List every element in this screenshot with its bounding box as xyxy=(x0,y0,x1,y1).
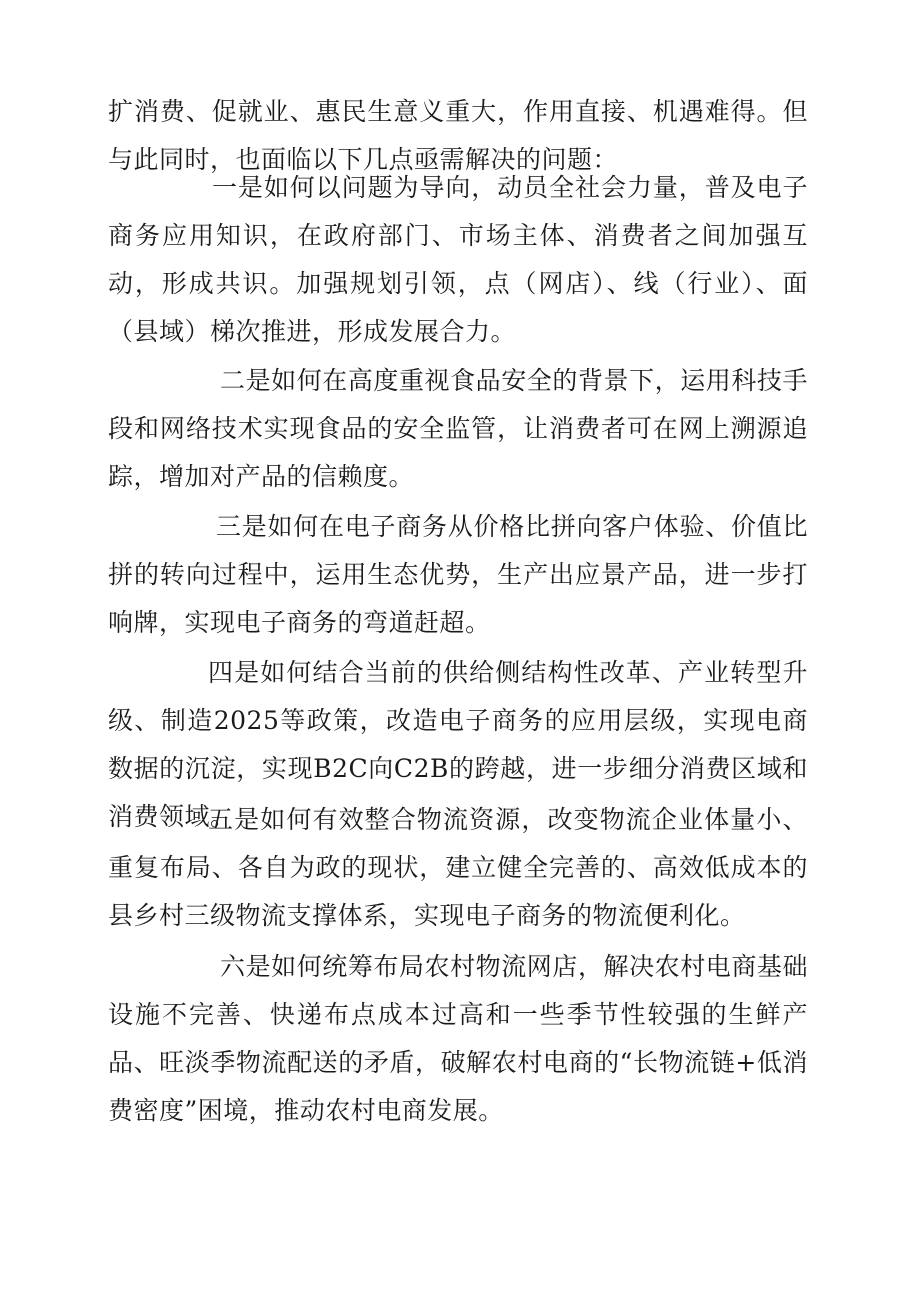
paragraph-intro: 扩消费、促就业、惠民生意义重大，作用直接、机遇难得。但与此同时，也面临以下几点亟需解决的问题： xyxy=(108,97,808,174)
paragraph-issue-1: 一是如何以问题为导向，动员全社会力量，普及电子商务应用知识，在政府部门、市场主体、消费者之间加强互动，形成共识。加强规划引领，点（网店）、线（行业）、面（县域）梯次推进，形成发展合力。 xyxy=(108,173,808,346)
paragraph-issue-4: 四是如何结合当前的供给侧结构性改革、产业转型升级、制造2025等政策，改造电子商务的应用层级，实现电商数据的沉淀，实现B2C向C2B的跨越，进一步细分消费区域和消费领域。 xyxy=(108,658,808,831)
paragraph-issue-3: 三是如何在电子商务从价格比拼向客户体验、价值比拼的转向过程中，运用生态优势，生产出应景产品，进一步打响牌，实现电子商务的弯道赶超。 xyxy=(108,512,808,637)
paragraph-issue-5: 五是如何有效整合物流资源，改变物流企业体量小、重复布局、各自为政的现状，建立健全完善的、高效低成本的县乡村三级物流支撑体系，实现电子商务的物流便利化。 xyxy=(108,805,808,930)
paragraph-issue-6: 六是如何统筹布局农村物流网店，解决农村电商基础设施不完善、快递布点成本过高和一些季节性较强的生鲜产品、旺淡季物流配送的矛盾，破解农村电商的“长物流链+低消费密度”困境，推动农村电商发展。 xyxy=(108,952,808,1125)
paragraph-issue-2: 二是如何在高度重视食品安全的背景下，运用科技手段和网络技术实现食品的安全监管，让消费者可在网上溯源追踪，增加对产品的信赖度。 xyxy=(108,366,808,491)
